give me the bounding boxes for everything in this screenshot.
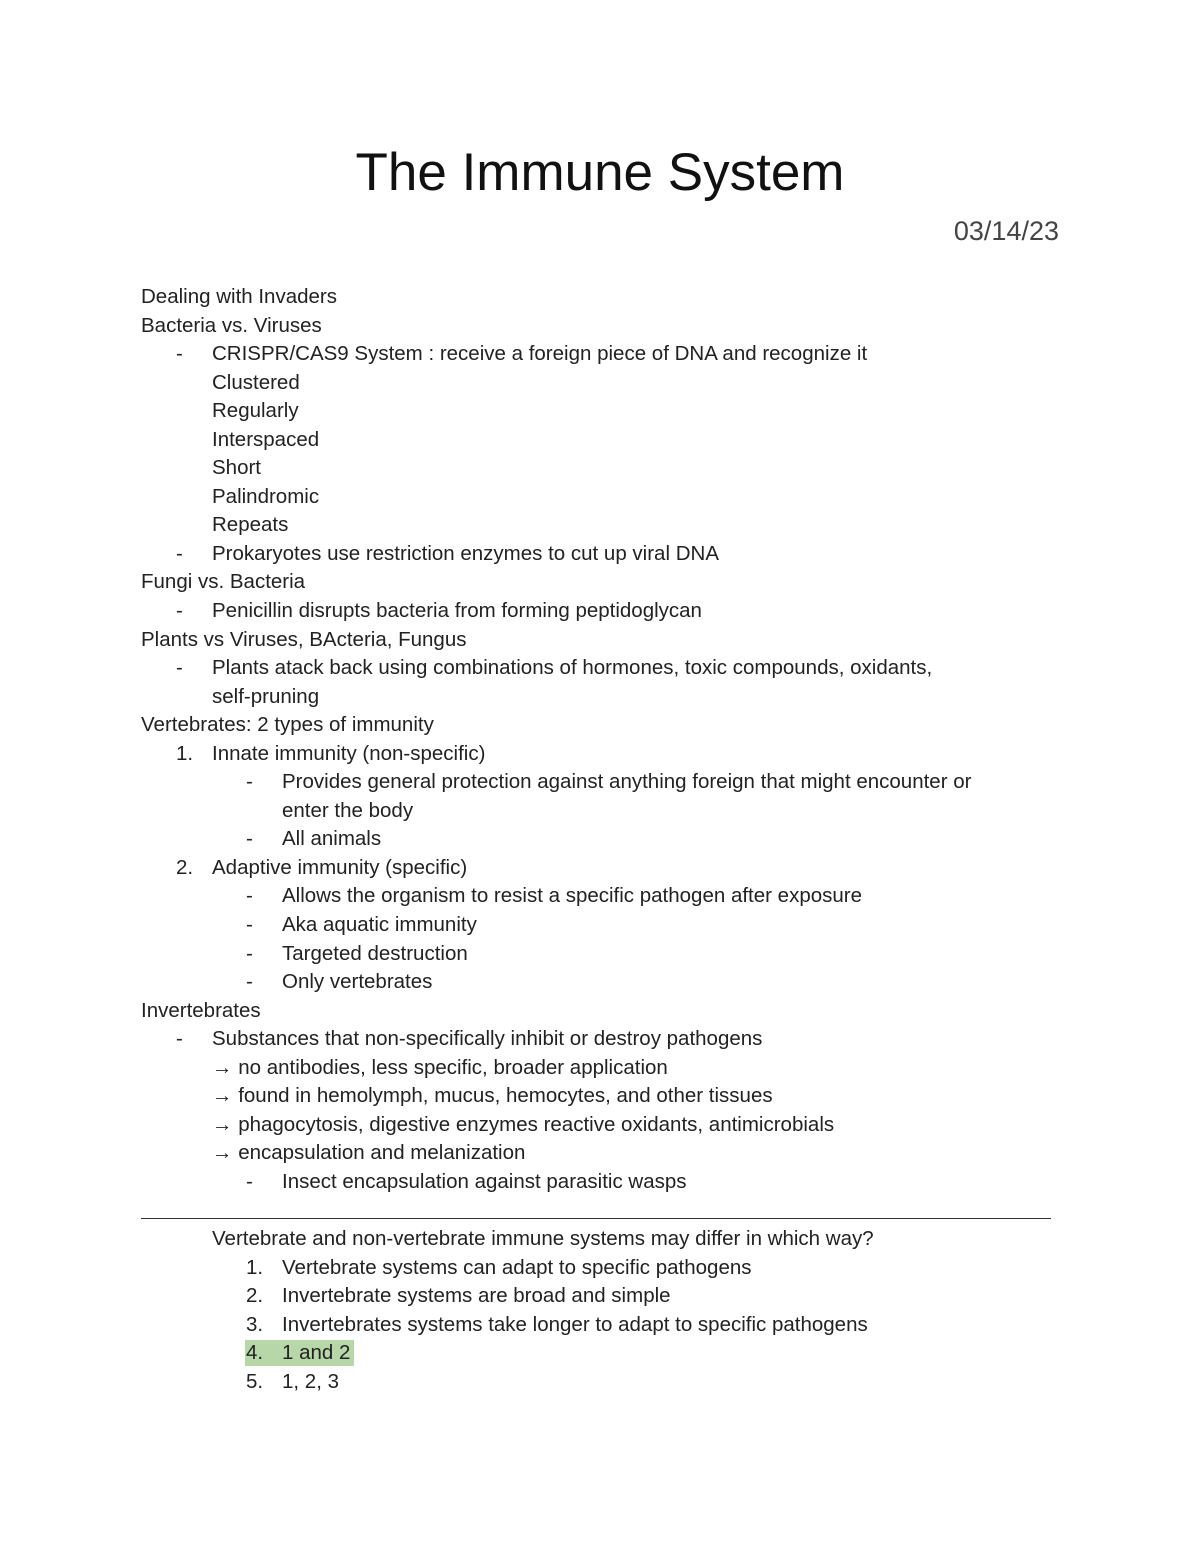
line-text: Dealing with Invaders: [141, 285, 337, 308]
note-line: [0, 797, 1200, 826]
list-marker: 3.: [246, 1312, 264, 1336]
note-line: [0, 1082, 1200, 1111]
list-marker: 1.: [246, 1255, 264, 1279]
list-marker: 4.: [246, 1341, 264, 1365]
list-marker: -: [246, 827, 253, 851]
line-text: 1, 2, 3: [282, 1369, 339, 1393]
line-text: All animals: [282, 827, 382, 851]
line-text: Repeats: [212, 513, 289, 537]
list-marker: -: [246, 941, 253, 965]
line-text: Adaptive immunity (specific): [212, 855, 468, 879]
line-text: Vertebrates: 2 types of immunity: [141, 713, 434, 737]
note-line: [0, 1111, 1200, 1140]
page-title: The Immune System: [355, 143, 845, 202]
list-item: [0, 740, 1200, 769]
line-text: → phagocytosis, digestive enzymes reactive oxidants, antimicrobials: [212, 1112, 835, 1136]
note-line: [0, 369, 1200, 398]
line-text: Regularly: [212, 399, 299, 423]
list-marker: -: [246, 1169, 253, 1193]
line-text: Short: [212, 456, 261, 480]
line-text: Insect encapsulation against parasitic wasps: [282, 1169, 687, 1193]
note-line: [0, 683, 1200, 712]
list-item: [0, 968, 1200, 997]
list-item: [0, 540, 1200, 569]
list-marker: 5.: [246, 1369, 264, 1393]
horizontal-rule: [0, 1197, 1200, 1226]
list-item: [0, 597, 1200, 626]
line-text: Invertebrates: [141, 998, 261, 1022]
note-line: [0, 1054, 1200, 1083]
list-item: [0, 340, 1200, 369]
list-item: [0, 1368, 1200, 1397]
line-text: Prokaryotes use restriction enzymes to cut up viral DNA: [212, 541, 719, 565]
note-line: [0, 426, 1200, 455]
list-item: [0, 1311, 1200, 1340]
line-text: Innate immunity (non-specific): [212, 741, 486, 765]
section-heading: [0, 312, 1200, 341]
line-text: Vertebrate systems can adapt to specific pathogens: [282, 1255, 752, 1279]
list-marker: -: [176, 342, 183, 366]
list-item: [0, 911, 1200, 940]
section-heading: [0, 283, 1200, 312]
list-marker: 1.: [176, 741, 194, 765]
list-item: [0, 768, 1200, 797]
list-item: [0, 825, 1200, 854]
line-text: → found in hemolymph, mucus, hemocytes, and other tissues: [212, 1084, 773, 1108]
list-item: [0, 1254, 1200, 1283]
line-text: Vertebrate and non-vertebrate immune systems may differ in which way?: [212, 1227, 874, 1251]
list-item: [0, 1339, 1200, 1368]
list-marker: 2.: [176, 855, 194, 879]
notes-body: [0, 283, 1200, 1396]
list-marker: -: [246, 913, 253, 937]
list-marker: -: [176, 599, 183, 623]
list-item: [0, 882, 1200, 911]
list-item: [0, 854, 1200, 883]
list-item: [0, 654, 1200, 683]
list-item: [0, 1025, 1200, 1054]
list-marker: -: [176, 1027, 183, 1051]
line-text: Plants atack back using combinations of hormones, toxic compounds, oxidants,: [212, 656, 933, 680]
line-text: self-pruning: [212, 684, 320, 708]
line-text: Palindromic: [212, 484, 320, 508]
note-line: [0, 483, 1200, 512]
line-text: Aka aquatic immunity: [282, 913, 477, 937]
line-text: Only vertebrates: [282, 970, 433, 994]
line-text: Invertebrate systems are broad and simple: [282, 1284, 671, 1308]
line-text: Interspaced: [212, 427, 320, 451]
line-text: CRISPR/CAS9 System : receive a foreign piece of DNA and recognize it: [212, 342, 868, 366]
line-text: Substances that non-specifically inhibit or destroy pathogens: [212, 1027, 763, 1051]
list-item: [0, 1168, 1200, 1197]
section-heading: [0, 997, 1200, 1026]
line-text: enter the body: [282, 798, 414, 822]
list-marker: 2.: [246, 1284, 264, 1308]
line-text: → encapsulation and melanization: [212, 1141, 526, 1165]
list-marker: -: [246, 884, 253, 908]
list-marker: -: [176, 656, 183, 680]
section-heading: [0, 568, 1200, 597]
line-text: Targeted destruction: [282, 941, 468, 965]
section-heading: [0, 711, 1200, 740]
note-line: [0, 454, 1200, 483]
list-marker: -: [176, 541, 183, 565]
line-text: Fungi vs. Bacteria: [141, 570, 306, 594]
line-text: Clustered: [212, 370, 300, 394]
divider: [141, 1218, 1051, 1219]
line-text: Allows the organism to resist a specific pathogen after exposure: [282, 884, 862, 908]
note-line: [0, 397, 1200, 426]
list-marker: -: [246, 970, 253, 994]
line-text: Penicillin disrupts bacteria from forming peptidoglycan: [212, 599, 702, 623]
line-text: Bacteria vs. Viruses: [141, 313, 322, 337]
list-marker: -: [246, 770, 253, 794]
note-line: [0, 1139, 1200, 1168]
list-item: [0, 1282, 1200, 1311]
line-text: Provides general protection against anything foreign that might encounter or: [282, 770, 972, 794]
list-item: [0, 940, 1200, 969]
section-heading: [0, 626, 1200, 655]
date-label: 03/14/23: [953, 216, 1059, 246]
note-line: [0, 511, 1200, 540]
line-text: Invertebrates systems take longer to adapt to specific pathogens: [282, 1312, 868, 1336]
line-text: → no antibodies, less specific, broader application: [212, 1055, 668, 1079]
line-text: 1 and 2: [282, 1341, 351, 1365]
note-line: [0, 1225, 1200, 1254]
line-text: Plants vs Viruses, BActeria, Fungus: [141, 627, 467, 651]
